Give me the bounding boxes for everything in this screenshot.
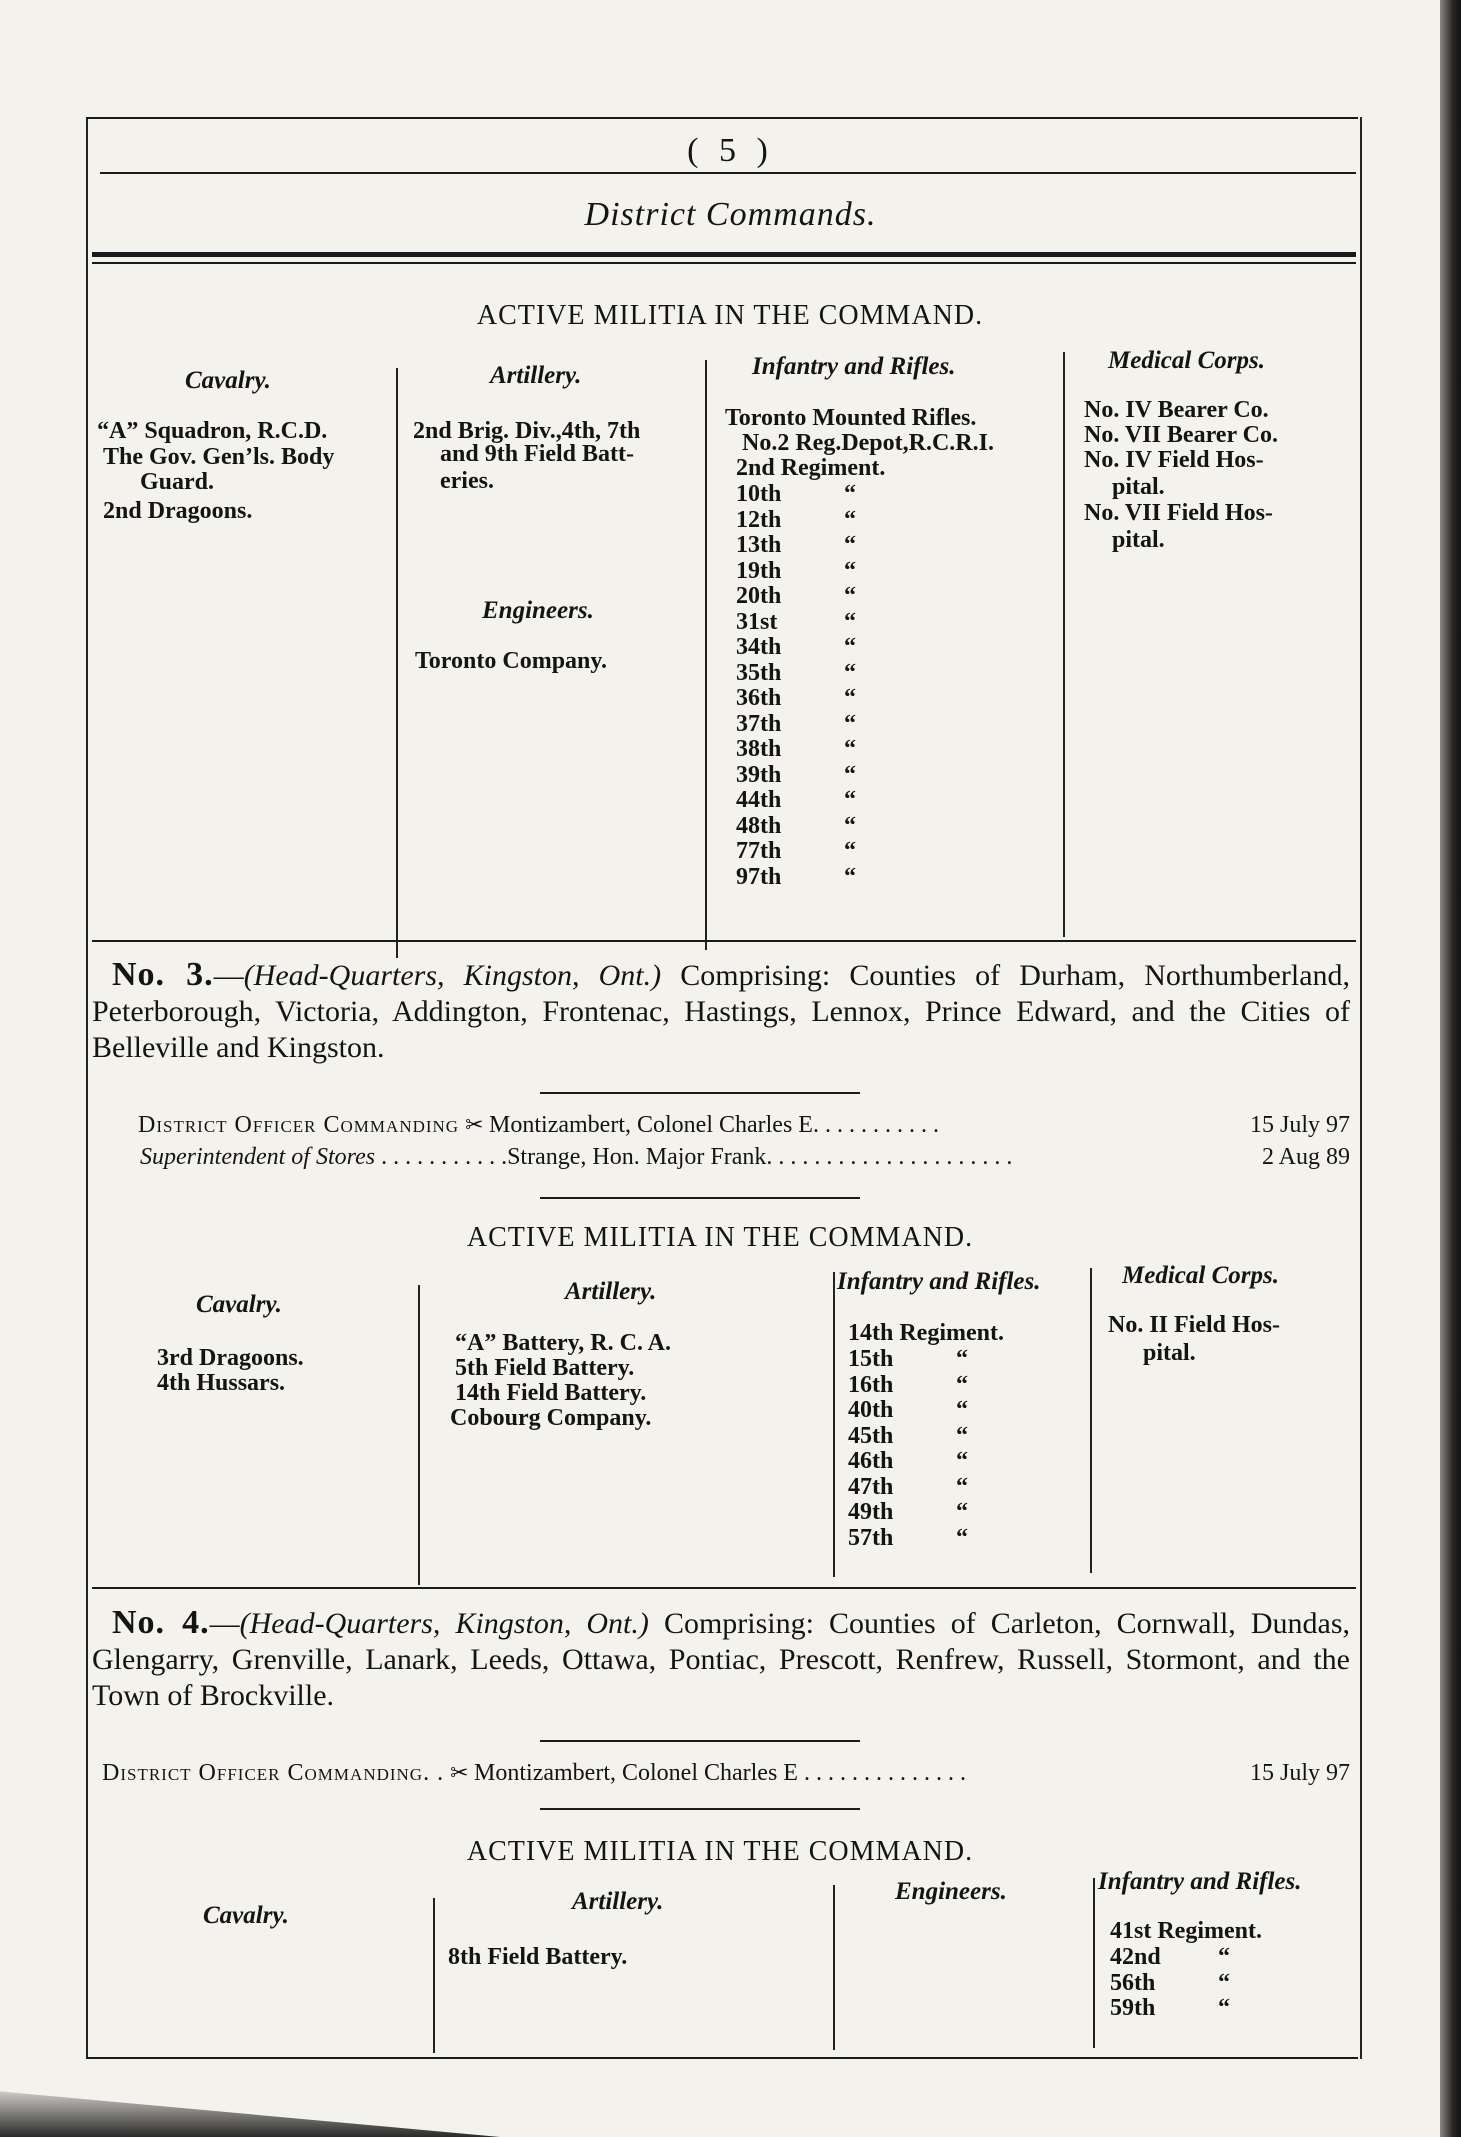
col-divider [833,1272,835,1577]
infantry-entry: 14th Regiment. [848,1320,1004,1346]
list-item: 39th “ [736,761,856,788]
infantry-entry: 41st Regiment. [1110,1918,1262,1944]
infantry-list-3 [1110,1945,1230,2022]
cavalry-entry: The Gov. Gen’ls. Body [103,444,335,470]
section-title-2: ACTIVE MILITIA IN THE COMMAND. [466,1222,974,1253]
list-item: 77th “ [736,838,856,864]
leader-dots: . . . . . . . . . . . . . . [797,1760,966,1786]
district-officer-row-3 [138,1112,1350,1139]
engineers-heading-3: Engineers. [895,1878,1007,1905]
infantry-entry: Toronto Mounted Rifles. [725,405,977,431]
block-divider [92,940,1356,942]
artillery-entry: “A” Battery, R. C. A. [455,1330,671,1356]
section-title-1: ACTIVE MILITIA IN THE COMMAND. [476,300,984,331]
list-item: 42nd “ [1110,1944,1230,1970]
short-rule [540,1740,860,1742]
short-rule [540,1092,860,1094]
list-item: 19th “ [736,557,856,584]
header-rule-thick [92,252,1356,257]
artillery-entry: eries. [440,468,494,494]
artillery-entry: and 9th Field Batt- [440,441,635,467]
infantry-entry: 2nd Regiment. [736,455,886,481]
crossed-swords-icon: ✂ [450,1760,475,1785]
artillery-heading-2: Artillery. [565,1278,657,1305]
artillery-heading-1: Artillery. [490,362,582,389]
medical-heading-2: Medical Corps. [1122,1262,1279,1289]
col-divider [1093,1878,1095,2048]
officer-name: Montizambert, Colonel Charles E [474,1760,798,1786]
infantry-entry: No.2 Reg.Depot,R.C.R.I. [742,430,994,456]
col-divider [418,1285,420,1585]
list-item: 12th “ [736,506,856,533]
district-officer-row-4 [102,1760,1350,1787]
col-divider [1090,1268,1092,1573]
stores-date: 2 Aug 89 [1261,1144,1350,1170]
page-number: ( 5 ) [687,132,774,169]
infantry-heading-2: Infantry and Rifles. [837,1268,1041,1295]
medical-entry: No. IV Field Hos- [1084,447,1264,473]
medical-entry: pital. [1112,474,1165,500]
medical-entry: No. VII Bearer Co. [1084,422,1278,448]
short-rule [540,1197,860,1199]
medical-entry: No. VII Field Hos- [1084,500,1273,526]
list-item: 31st “ [736,608,856,635]
infantry-list-2 [848,1347,968,1551]
officer-label: District Officer Commanding [138,1112,460,1138]
engineers-entry: Toronto Company. [415,648,608,674]
col-divider [1063,352,1065,937]
cavalry-heading-2: Cavalry. [196,1291,282,1318]
list-item: 10th “ [736,481,856,507]
list-item: 56th “ [1110,1969,1230,1996]
cavalry-heading-3: Cavalry. [203,1902,289,1929]
district-3-comprising: Comprising: Counties of Durham, Northumberland, Peterborough, Victoria, Addington, Frontenac, Hastings, Lennox, Prince Edward, and the Cities of Belleville and Kingston. [92,959,1351,1064]
list-item: 15th “ [848,1346,968,1372]
cavalry-entry: Guard. [140,469,215,495]
district-3-number: No. 3. [112,956,214,993]
list-item: 47th “ [848,1473,968,1500]
infantry-heading-1: Infantry and Rifles. [752,353,956,380]
medical-entry: No. IV Bearer Co. [1084,397,1269,423]
list-item: 40th “ [848,1397,968,1423]
district-4-number: No. 4. [112,1604,210,1641]
medical-entry: No. II Field Hos- [1108,1312,1281,1338]
engineers-heading-1: Engineers. [482,597,594,624]
artillery-entry: 14th Field Battery. [455,1380,647,1406]
stores-row-3 [140,1144,1350,1171]
list-item: 59th “ [1110,1995,1230,2021]
district-4-hq: (Head-Quarters, Kingston, Ont.) [239,1607,649,1640]
list-item: 44th “ [736,787,856,813]
header-rule-1 [100,172,1356,174]
artillery-entry: 8th Field Battery. [448,1944,628,1970]
medical-heading-1: Medical Corps. [1108,347,1265,374]
col-divider [833,1885,835,2050]
page-corner-shadow [0,2080,500,2137]
list-item: 16th “ [848,1371,968,1398]
medical-entry: pital. [1143,1340,1196,1366]
infantry-list-1 [736,482,856,890]
cavalry-entry: 2nd Dragoons. [103,498,253,524]
officer-name: Montizambert, Colonel Charles E [489,1112,813,1138]
short-rule [540,1808,860,1810]
infantry-heading-3: Infantry and Rifles. [1098,1868,1302,1895]
list-item: 34th “ [736,634,856,660]
stores-name: Strange, Hon. Major Frank [507,1144,767,1170]
stores-label: Superintendent of Stores [140,1144,376,1170]
cavalry-entry: 3rd Dragoons. [157,1345,304,1371]
list-item: 37th “ [736,710,856,737]
artillery-entry: 2nd Brig. Div.,4th, 7th [413,418,641,444]
list-item: 20th “ [736,583,856,609]
col-divider [396,368,398,958]
cavalry-entry: “A” Squadron, R.C.D. [97,418,328,444]
artillery-entry: 5th Field Battery. [455,1355,635,1381]
list-item: 13th “ [736,532,856,558]
district-4-paragraph: No. 4.—(Head-Quarters, Kingston, Ont.) Comprising: Counties of Carleton, Cornwall, Dundas, Glengarry, Grenville, Lanark, Leeds, Ottawa, Pontiac, Prescott, Renfrew, Russell, Stormont, and the Town of Brockville. [92,1604,1350,1712]
col-divider [705,360,707,950]
header-rule-thin [92,262,1356,264]
medical-entry: pital. [1112,527,1165,553]
bottom-rule [86,2057,1358,2059]
crossed-swords-icon: ✂ [465,1112,490,1137]
book-binding-edge [1440,0,1461,2137]
list-item: 57th “ [848,1524,968,1551]
list-item: 38th “ [736,736,856,762]
district-3-paragraph: No. 3.—(Head-Quarters, Kingston, Ont.) Comprising: Counties of Durham, Northumberland, Peterborough, Victoria, Addington, Frontenac, Hastings, Lennox, Prince Edward, and the Cities of Belleville and Kingston. [92,956,1351,1064]
block-divider [92,1587,1356,1589]
list-item: 36th “ [736,685,856,711]
leader-dots: . . . . . . . . . . . [812,1112,939,1138]
cavalry-entry: 4th Hussars. [157,1370,286,1396]
list-item: 35th “ [736,659,856,686]
district-4-comprising: Comprising: Counties of Carleton, Cornwall, Dundas, Glengarry, Grenville, Lanark, Leeds, Ottawa, Pontiac, Prescott, Renfrew, Russell, Stormont, and the Town of Brockville. [92,1607,1350,1712]
leader-dots: . . . . . . . . . . . [375,1144,508,1170]
running-head: District Commands. [584,196,877,233]
top-rule [86,117,1358,119]
district-3-hq: (Head-Quarters, Kingston, Ont.) [243,959,662,992]
list-item: 48th “ [736,812,856,839]
section-title-3: ACTIVE MILITIA IN THE COMMAND. [466,1836,974,1867]
list-item: 45th “ [848,1422,968,1449]
officer-label: District Officer Commanding. . [102,1760,445,1786]
cavalry-heading-1: Cavalry. [185,367,271,394]
list-item: 49th “ [848,1499,968,1525]
list-item: 97th “ [736,863,856,890]
col-divider [433,1898,435,2053]
officer-date: 15 July 97 [1249,1112,1350,1138]
list-item: 46th “ [848,1448,968,1474]
officer-date: 15 July 97 [1249,1760,1350,1786]
artillery-heading-3: Artillery. [572,1888,664,1915]
artillery-entry: Cobourg Company. [450,1405,652,1431]
leader-dots: . . . . . . . . . . . . . . . . . . . . . [766,1144,1013,1170]
